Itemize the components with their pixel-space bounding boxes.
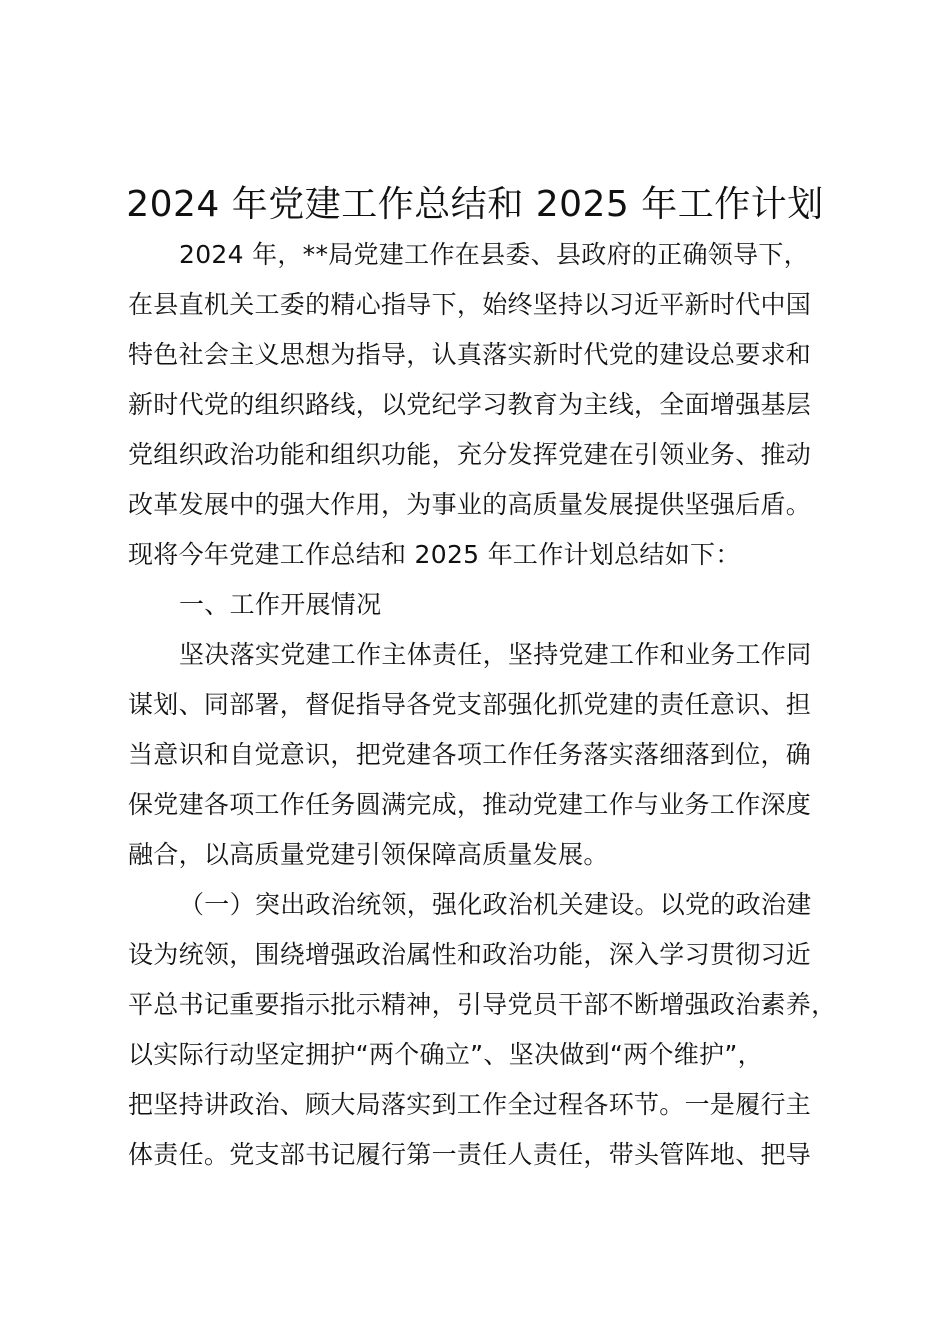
paragraph-line: 在县直机关工委的精心指导下，始终坚持以习近平新时代中国 bbox=[128, 290, 812, 319]
paragraph-line: 现将今年党建工作总结和 2025 年工作计划总结如下： bbox=[128, 540, 741, 569]
paragraph-line: 设为统领，围绕增强政治属性和政治功能，深入学习贯彻习近 bbox=[128, 940, 812, 969]
paragraph-line: 体责任。党支部书记履行第一责任人责任，带头管阵地、把导 bbox=[128, 1140, 812, 1169]
paragraph-line: 坚决落实党建工作主体责任，坚持党建工作和业务工作同 bbox=[179, 640, 812, 669]
paragraph-line: 当意识和自觉意识，把党建各项工作任务落实落细落到位，确 bbox=[128, 740, 812, 769]
paragraph-line: 新时代党的组织路线，以党纪学习教育为主线，全面增强基层 bbox=[128, 390, 812, 419]
paragraph-line: 2024 年，**局党建工作在县委、县政府的正确领导下， bbox=[179, 240, 809, 269]
paragraph-line: （一）突出政治统领，强化政治机关建设。以党的政治建 bbox=[179, 890, 812, 919]
document-title: 2024 年党建工作总结和 2025 年工作计划 bbox=[126, 184, 824, 225]
paragraph-line: 改革发展中的强大作用，为事业的高质量发展提供坚强后盾。 bbox=[128, 490, 812, 519]
paragraph-line: 以实际行动坚定拥护“两个确立”、坚决做到“两个维护”， bbox=[128, 1040, 763, 1069]
paragraph-line: 保党建各项工作任务圆满完成，推动党建工作与业务工作深度 bbox=[128, 790, 812, 819]
paragraph-line: 平总书记重要指示批示精神，引导党员干部不断增强政治素养， bbox=[128, 990, 837, 1019]
paragraph-line: 党组织政治功能和组织功能，充分发挥党建在引领业务、推动 bbox=[128, 440, 812, 469]
paragraph-line: 谋划、同部署，督促指导各党支部强化抓党建的责任意识、担 bbox=[128, 690, 812, 719]
section-heading: 一、工作开展情况 bbox=[179, 590, 382, 619]
paragraph-line: 融合，以高质量党建引领保障高质量发展。 bbox=[128, 840, 609, 869]
paragraph-line: 把坚持讲政治、顾大局落实到工作全过程各环节。一是履行主 bbox=[128, 1090, 812, 1119]
paragraph-line: 特色社会主义思想为指导，认真落实新时代党的建设总要求和 bbox=[128, 340, 812, 369]
